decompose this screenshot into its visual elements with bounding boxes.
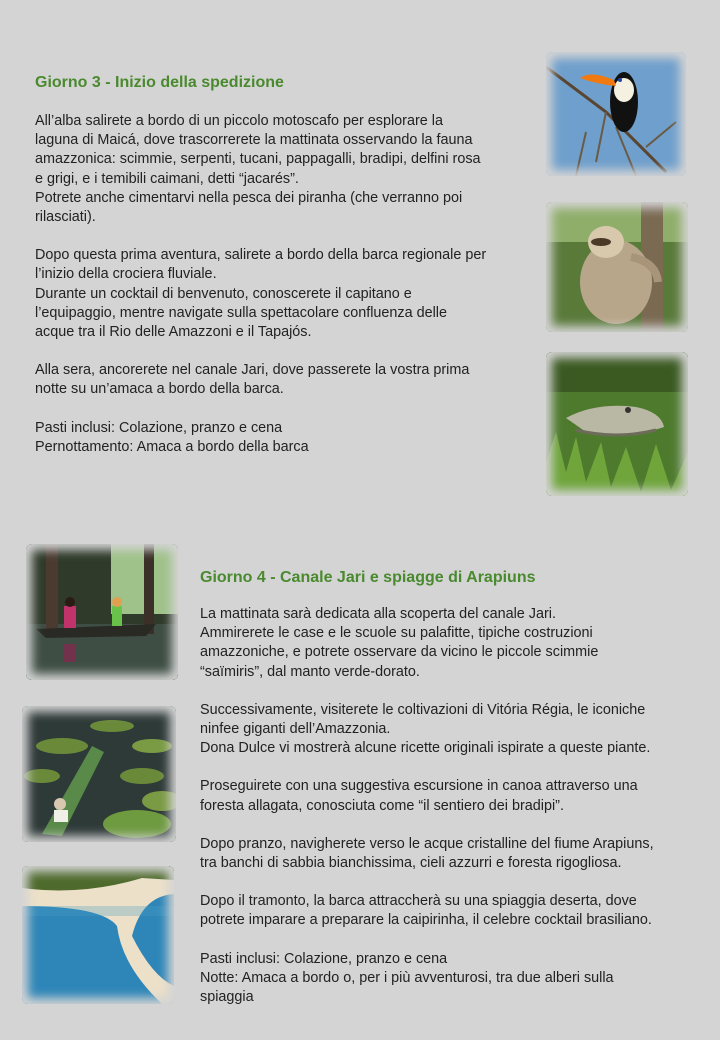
day3-section	[35, 74, 535, 457]
day4-paragraph-1: La mattinata sarà dedicata alla scoperta del canale Jari. Ammirerete le case e le scuole su palafitte, tipiche costruzioni amazzoniche, e potrete osservare da vicino le piccole scimmie “saïmiris”, dal manto verde-dorato.	[200, 606, 599, 680]
sloth-photo	[546, 202, 688, 332]
day4-paragraph-6: Pasti inclusi: Colazione, pranzo e cena Notte: Amaca a bordo o, per i più avventurosi, tra due alberi sulla spiaggia	[200, 950, 614, 1006]
day3-paragraph-3: Alla sera, ancorerete nel canale Jari, dove passerete la vostra prima notte su un’amaca a bordo della barca.	[35, 362, 470, 398]
day4-paragraph-3: Proseguirete con una suggestiva escursione in canoa attraverso una foresta allagata, conosciuta come “il sentiero dei bradipi”.	[200, 778, 638, 814]
toucan-photo	[546, 52, 686, 176]
day3-title: Giorno 3 - Inizio della spedizione	[35, 74, 284, 91]
arapiuns-beach-photo	[22, 866, 174, 1004]
day3-paragraph-1: All’alba salirete a bordo di un piccolo motoscafo per esplorare la laguna di Maicá, dove trascorrerete la mattinata osservando la fauna amazzonica: scimmie, serpenti, tucani, pappagalli, bradipi, delfini rosa e grigi, e i temibili caimani, detti “jacarés”. Potrete anche cimentarvi nella pesca dei piranha (che verranno poi rilasciati).	[35, 113, 481, 226]
day3-paragraph-2: Dopo questa prima aventura, salirete a bordo della barca regionale per l’inizio della crociera fluviale. Durante un cocktail di benvenuto, conoscerete il capitano e l’equipaggio, mentre navigate sulla spettacolare confluenza delle acque tra il Rio delle Amazzoni e il Tapajós.	[35, 247, 487, 341]
day4-paragraph-2: Successivamente, visiterete le coltivazioni di Vitória Régia, le iconiche ninfee giganti dell’Amazzonia. Dona Dulce vi mostrerà alcune ricette originali ispirate a queste piante.	[200, 701, 651, 757]
water-lilies-photo	[22, 706, 176, 842]
day4-title: Giorno 4 - Canale Jari e spiagge di Arapiuns	[200, 569, 536, 586]
day4-section	[200, 569, 700, 1007]
day4-paragraph-4: Dopo pranzo, navigherete verso le acque cristalline del fiume Arapiuns, tra banchi di sabbia bianchissima, cieli azzurri e foresta rigogliosa.	[200, 835, 654, 872]
canoe-forest-photo	[26, 544, 178, 680]
caiman-photo	[546, 352, 688, 496]
day4-paragraph-5: Dopo il tramonto, la barca attraccherà su una spiaggia deserta, dove potrete imparare a preparare la caipirinha, il celebre cocktail brasiliano.	[200, 893, 652, 929]
day3-paragraph-4: Pasti inclusi: Colazione, pranzo e cena Pernottamento: Amaca a bordo della barca	[35, 419, 309, 455]
